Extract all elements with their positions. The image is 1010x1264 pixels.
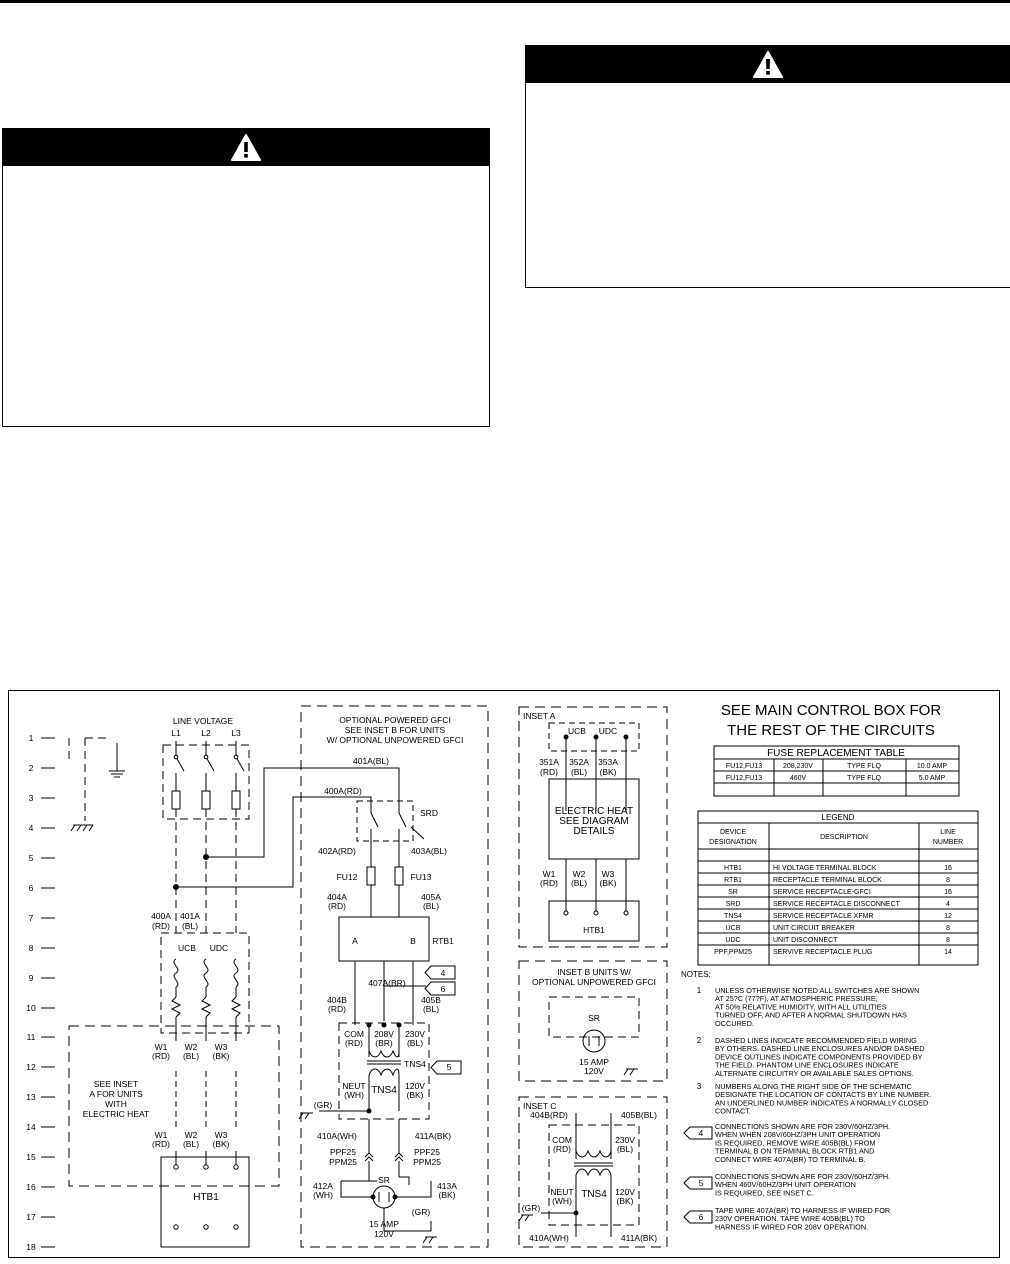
phase-l1: L1 — [171, 728, 181, 738]
note-number: 3 — [696, 1082, 702, 1091]
inset-a-htb1: HTB1 — [583, 925, 605, 935]
line-voltage-switches — [172, 741, 244, 809]
inset-a-udc: UDC — [598, 726, 618, 736]
inset-c-gr: (GR) — [521, 1203, 541, 1213]
tns4-120v: 120V — [405, 1081, 425, 1091]
note-line: 230V OPERATION. TAPE WIRE 405B(BL) TO — [715, 1214, 865, 1224]
wire-352a-bl: (BL) — [570, 767, 588, 777]
inset-a-ucb: UCB — [568, 726, 586, 736]
wire-405b: 405B — [421, 995, 441, 1005]
inset-c-neut: NEUT — [550, 1187, 574, 1197]
tns4-230v: 230V — [405, 1029, 425, 1039]
wire-405a-bl: (BL) — [422, 901, 440, 911]
fuse-cell: 208,230V — [783, 763, 813, 770]
line-number: 1 — [28, 733, 34, 743]
rtb1-terminal-b: B — [410, 936, 416, 946]
warning-icon — [752, 50, 784, 79]
wire-352a: 352A — [569, 757, 589, 767]
line-number: 4 — [28, 823, 34, 833]
inset-a-ref-line3: WITH — [105, 1099, 127, 1109]
inset-c-404b: 404B(RD) — [530, 1110, 568, 1120]
note-line: AT 25?C (77?F), AT ATMOSPHERIC PRESSURE, — [715, 994, 878, 1004]
warning-box-right — [525, 45, 1010, 288]
inset-a-heat-line1: ELECTRIC HEAT — [554, 806, 634, 817]
legend-header-line-2: NUMBER — [932, 839, 964, 846]
fuse-cell: TYPE FLQ — [847, 775, 881, 782]
inset-a-ref-line2: A FOR UNITS — [89, 1089, 143, 1099]
warning-icon — [230, 133, 262, 162]
legend-line-number: 16 — [944, 865, 952, 872]
see-main-line1: SEE MAIN CONTROL BOX FOR — [720, 702, 942, 719]
note-line: CONNECT WIRE 407A(BR) TO TERMINAL B. — [715, 1154, 866, 1164]
tns4-label: TNS4 — [371, 1085, 397, 1096]
wire-400a-rd-label: 400A(RD) — [324, 786, 362, 796]
tns4-com-rd: (RD) — [345, 1038, 363, 1048]
inset-c-tns4: TNS4 — [581, 1189, 607, 1200]
sr-label: SR — [378, 1175, 390, 1185]
inset-a-title: INSET A — [523, 711, 556, 721]
note-line: IS REQUIRED, REMOVE WIRE 405B(BL) FROM — [715, 1138, 876, 1148]
note-line: UNLESS OTHERWISE NOTED ALL SWITCHES ARE SHOWN — [715, 986, 920, 995]
inset-a-heat-line3: DETAILS — [573, 826, 615, 837]
htb1-label: HTB1 — [193, 1192, 219, 1203]
w1-color-lower: (RD) — [152, 1139, 170, 1149]
note-line: DESIGNATE THE LOCATION OF CONTACTS BY LINE NUMBER. — [715, 1090, 932, 1100]
w3-color: (BK) — [212, 1051, 230, 1061]
note-line: THE FIELD. PHANTOM LINE ENCLOSURES INDICATE — [715, 1060, 899, 1070]
legend-description: SERVICE RECEPTACLE-GFCI — [773, 889, 871, 896]
w3-color-lower: (BK) — [212, 1139, 230, 1149]
note-line: DEVICE OUTLINES INDICATE COMPONENTS PROVIDED BY — [715, 1052, 923, 1062]
w1-color: (RD) — [152, 1051, 170, 1061]
legend-rows — [714, 865, 952, 956]
wire-351a-rd: (RD) — [540, 767, 558, 777]
legend-description: HI VOLTAGE TERMINAL BLOCK — [773, 865, 877, 872]
w1-label-lower: W1 — [154, 1130, 168, 1140]
notes-body — [697, 986, 931, 1231]
wire-412a: 412A — [313, 1181, 333, 1191]
legend-device: SR — [728, 889, 738, 896]
gfci-title-line1: OPTIONAL POWERED GFCI — [339, 715, 451, 725]
sr-voltage: 120V — [374, 1229, 394, 1239]
inset-b-volt: 120V — [584, 1066, 604, 1076]
line-number: 17 — [26, 1212, 36, 1222]
inset-c-neut-wh: (WH) — [552, 1196, 572, 1206]
inset-c-460v-bl: (BL) — [616, 1144, 634, 1154]
marker-6-text: 6 — [440, 984, 446, 994]
phase-l2: L2 — [201, 728, 211, 738]
inset-c-120v: 120V — [615, 1187, 635, 1197]
legend-line-number: 8 — [946, 937, 950, 944]
inset-a-w1-rd: (RD) — [540, 878, 558, 888]
note-line: ALTERNATE CIRCUITRY OR AVAILABLE SALES OPTIONS. — [715, 1068, 914, 1078]
legend-header-device-1: DEVICE — [719, 829, 747, 836]
fuse-table-title: FUSE REPLACEMENT TABLE — [767, 748, 905, 759]
note-number: 1 — [696, 986, 702, 995]
wire-351a: 351A — [539, 757, 559, 767]
sr-amp: 15 AMP — [369, 1219, 399, 1229]
wire-412a-wh: (WH) — [313, 1190, 333, 1200]
fuse-cell: 5.0 AMP — [918, 775, 946, 782]
srd-label: SRD — [420, 808, 438, 818]
tns4-label-top: TNS4 — [404, 1059, 426, 1069]
w1-label: W1 — [154, 1042, 168, 1052]
line-voltage-title: LINE VOLTAGE — [172, 716, 234, 726]
note-line: TERMINAL B ON TERMINAL BLOCK RTB1 AND — [715, 1146, 875, 1156]
wire-400a-rd: (RD) — [152, 921, 170, 931]
legend-device: UDC — [725, 937, 741, 944]
w2-label: W2 — [184, 1042, 198, 1052]
line-number: 10 — [26, 1003, 36, 1013]
ppm25-left: PPM25 — [329, 1157, 357, 1167]
wire-413a: 413A — [437, 1181, 457, 1191]
wire-404b-rd: (RD) — [328, 1004, 346, 1014]
ppf25-left: PPF25 — [330, 1147, 356, 1157]
w3-label: W3 — [214, 1042, 228, 1052]
note-line: BY OTHERS. DASHED LINE ENCLOSURES AND/OR DASHED — [715, 1044, 925, 1054]
wire-410a-label: 410A(WH) — [317, 1131, 357, 1141]
fuse-cell: FU12,FU13 — [725, 775, 763, 782]
line-number: 13 — [26, 1092, 36, 1102]
line-number: 5 — [28, 853, 34, 863]
legend-header-device-2: DESIGNATION — [709, 839, 757, 846]
legend-line-number: 8 — [946, 877, 950, 884]
legend-description: SERVIVE RECEPTACLE PLUG — [773, 949, 873, 956]
wire-402a-label: 402A(RD) — [318, 846, 356, 856]
gfci-title-line3: W/ OPTIONAL UNPOWERED GFCI — [326, 735, 464, 745]
udc-label: UDC — [209, 943, 229, 953]
note-line: TAPE WIRE 407A(BR) TO HARNESS IF WIRED FOR — [715, 1206, 891, 1215]
legend-line-number: 12 — [944, 913, 952, 920]
legend-description: UNIT DISCONNECT — [773, 937, 838, 944]
legend-description: RECEPTACLE TERMINAL BLOCK — [773, 877, 882, 884]
wiring-diagram-svg — [9, 691, 999, 1257]
inset-c-410a: 410A(WH) — [529, 1233, 569, 1243]
inset-c-411a: 411A(BK) — [620, 1233, 658, 1243]
note-line: CONTACT. — [715, 1106, 751, 1116]
inset-b-title: INSET B UNITS W/ — [557, 967, 631, 977]
ucb-label: UCB — [178, 943, 196, 953]
wiring-diagram — [8, 690, 1000, 1258]
note-line: CONNECTIONS SHOWN ARE FOR 230V/60HZ/3PH. — [715, 1172, 891, 1181]
wire-404b: 404B — [327, 995, 347, 1005]
line-number: 15 — [26, 1152, 36, 1162]
see-main-line2: THE REST OF THE CIRCUITS — [727, 722, 935, 739]
fu13-label: FU13 — [410, 872, 432, 882]
inset-c-com: COM — [552, 1135, 572, 1145]
marker-4-text: 4 — [440, 968, 446, 978]
line-number: 11 — [26, 1032, 36, 1042]
notes-title: NOTES: — [681, 970, 711, 979]
inset-b-sr: SR — [588, 1013, 600, 1023]
wire-401a-bl-label: 401A(BL) — [353, 756, 389, 766]
inset-a-w3-bk: (BK) — [599, 878, 617, 888]
wire-401a-bl: (BL) — [181, 921, 199, 931]
inset-c-120v-bk: (BK) — [616, 1196, 634, 1206]
rtb1-label: RTB1 — [432, 936, 454, 946]
line-number: 16 — [26, 1182, 36, 1192]
w2-color-lower: (BL) — [182, 1139, 200, 1149]
line-number: 12 — [26, 1062, 36, 1072]
inset-a-w2-bl: (BL) — [570, 878, 588, 888]
note-line: AN UNDERLINED NUMBER INDICATES A NORMALLY CLOSED — [715, 1098, 929, 1108]
inset-b-amp: 15 AMP — [579, 1057, 609, 1067]
fuse-cell: FU12,FU13 — [725, 763, 763, 770]
tns4-230v-bl: (BL) — [406, 1038, 424, 1048]
legend-line-number: 4 — [946, 901, 950, 908]
inset-c-com-rd: (RD) — [553, 1144, 571, 1154]
note-line: AT 50% RELATIVE HUMIDITY, WITH ALL UTILITIES — [715, 1002, 887, 1012]
legend-device: RTB1 — [724, 877, 742, 884]
inset-a-ref-line4: ELECTRIC HEAT — [82, 1109, 150, 1119]
line-number: 14 — [26, 1122, 36, 1132]
legend-line-number: 16 — [944, 889, 952, 896]
legend-device: TNS4 — [724, 913, 742, 920]
note-line: CONNECTIONS SHOWN ARE FOR 230V/60HZ/3PH. — [715, 1122, 891, 1131]
legend-line-number: 8 — [946, 925, 950, 932]
line-number: 9 — [28, 973, 34, 983]
w3-label-lower: W3 — [214, 1130, 228, 1140]
fuse-cell: TYPE FLQ — [847, 763, 881, 770]
phase-l3: L3 — [231, 728, 241, 738]
line-number: 8 — [28, 943, 34, 953]
inset-c-title: INSET C — [523, 1101, 557, 1111]
wire-405a: 405A — [421, 892, 441, 902]
legend-device: HTB1 — [724, 865, 742, 872]
legend-title: LEGEND — [821, 813, 855, 822]
ppf25-right: PPF25 — [414, 1147, 440, 1157]
note-line: TURNED OFF, AND AFTER A NORMAL SHUTDOWN HAS — [715, 1010, 907, 1020]
note-line: DASHED LINES INDICATE RECOMMENDED FIELD WIRING — [715, 1036, 917, 1045]
note-line: WHEN WHEN 208V/60HZ/3PH UNIT OPERATION — [715, 1130, 881, 1140]
note-marker-4: 4 — [698, 1129, 704, 1138]
line-number: 3 — [28, 793, 34, 803]
fuse-cell: 460V — [789, 775, 807, 782]
wire-405b-bl: (BL) — [422, 1004, 440, 1014]
legend-description: UNIT CIRCUIT BREAKER — [773, 925, 855, 932]
gr-label: (GR) — [313, 1100, 333, 1110]
legend-description: SERVICE RECEPTACLE DISCONNECT — [773, 901, 900, 908]
note-line: IS REQUIRED, SEE INSET C. — [715, 1188, 814, 1198]
note-line: OCCURED. — [715, 1018, 754, 1028]
note-marker-5: 5 — [698, 1179, 704, 1188]
legend-device: SRD — [725, 901, 741, 908]
inset-b-sub: OPTIONAL UNPOWERED GFCI — [532, 977, 656, 987]
wire-353a: 353A — [598, 757, 618, 767]
ucb-udc-elements — [172, 959, 240, 1017]
legend-device: UCB — [725, 925, 741, 932]
w2-color: (BL) — [182, 1051, 200, 1061]
rtb1-terminal-a: A — [352, 936, 358, 946]
tns4-120v-bk: (BK) — [406, 1090, 424, 1100]
wire-400a: 400A — [151, 911, 171, 921]
legend-header-description: DESCRIPTION — [820, 834, 868, 841]
gfci-title-line2: SEE INSET B FOR UNITS — [344, 725, 446, 735]
note-number: 2 — [696, 1036, 702, 1045]
line-number: 2 — [28, 763, 34, 773]
wire-404a-rd: (RD) — [328, 901, 346, 911]
wire-413a-bk: (BK) — [438, 1190, 456, 1200]
tns4-208v-br: (BR) — [375, 1038, 393, 1048]
marker-5-text: 5 — [446, 1062, 452, 1072]
wire-353a-bk: (BK) — [599, 767, 617, 777]
inset-a-w3: W3 — [601, 869, 615, 879]
gr-label-sr: (GR) — [411, 1207, 431, 1217]
wire-401a: 401A — [180, 911, 200, 921]
note-line: WHEN 460V/60HZ/3PH UNIT OPERATION — [715, 1180, 856, 1190]
inset-a-w1: W1 — [542, 869, 556, 879]
wire-403a-label: 403A(BL) — [411, 846, 447, 856]
line-number: 7 — [28, 913, 34, 923]
line-number: 18 — [26, 1242, 36, 1252]
tns4-neut-wh: (WH) — [344, 1090, 364, 1100]
tns4-neut: NEUT — [342, 1081, 366, 1091]
inset-c-460v: 230V — [615, 1135, 635, 1145]
legend-line-number: 14 — [944, 949, 952, 956]
note-line: NUMBERS ALONG THE RIGHT SIDE OF THE SCHEMATIC — [715, 1082, 912, 1091]
legend-description: SERVICE RECEPTACLE XFMR — [773, 913, 874, 920]
inset-a-heat-line2: SEE DIAGRAM — [559, 816, 629, 827]
inset-c-405b: 405B(BL) — [621, 1110, 657, 1120]
w2-label-lower: W2 — [184, 1130, 198, 1140]
legend-header-line-1: LINE — [940, 829, 956, 836]
tns4-208v: 208V — [374, 1029, 394, 1039]
ppm25-right: PPM25 — [413, 1157, 441, 1167]
wire-404a: 404A — [327, 892, 347, 902]
fu12-label: FU12 — [336, 872, 358, 882]
wire-407a-label: 407A(BR) — [368, 978, 406, 988]
fuse-cell: 10.0 AMP — [916, 763, 948, 770]
wire-411a-label: 411A(BK) — [414, 1131, 452, 1141]
warning-box-left — [2, 128, 490, 427]
note-marker-6: 6 — [698, 1213, 704, 1222]
inset-a-ref-line1: SEE INSET — [93, 1079, 139, 1089]
note-line: HARNESS IF WIRED FOR 208V OPERATION. — [715, 1222, 869, 1232]
line-number: 6 — [28, 883, 34, 893]
line-number-column — [26, 733, 55, 1252]
tns4-com: COM — [344, 1029, 364, 1039]
top-rule — [0, 0, 1010, 3]
inset-a-w2: W2 — [572, 869, 586, 879]
legend-device: PPF,PPM25 — [714, 949, 752, 956]
